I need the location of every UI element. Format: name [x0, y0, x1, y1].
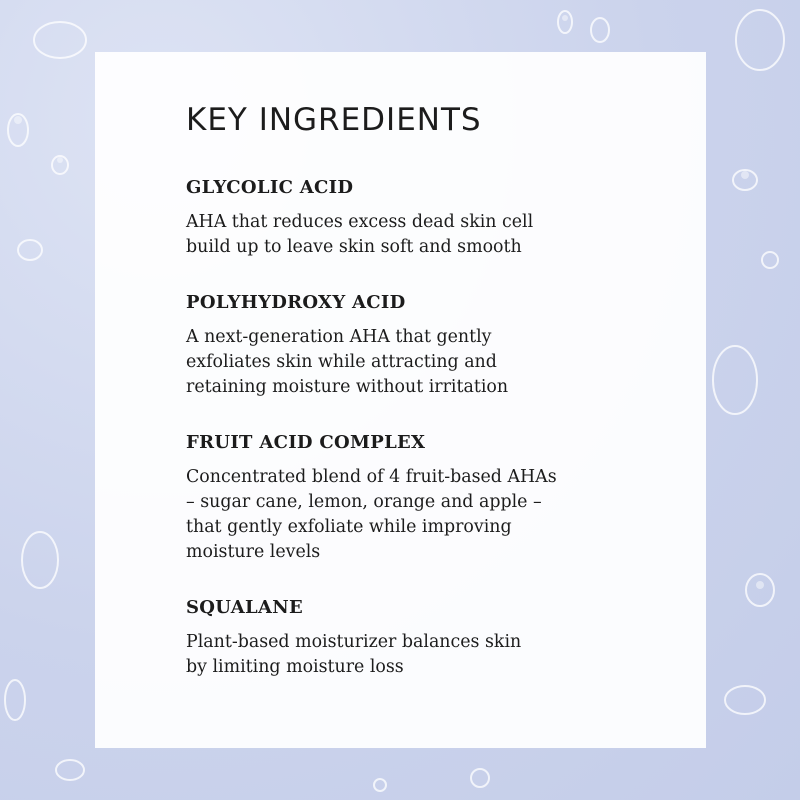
ingredient-description — [186, 630, 586, 680]
description-line: moisture levels — [186, 542, 321, 562]
description-line: Plant-based moisturizer balances skin — [186, 632, 522, 652]
description-line: – sugar cane, lemon, orange and apple – — [186, 492, 542, 512]
page-title: KEY INGREDIENTS — [186, 102, 482, 138]
ingredients-card — [95, 52, 706, 748]
ingredient-polyhydroxy-acid — [186, 291, 706, 400]
ingredient-squalane — [186, 596, 706, 680]
ingredient-name: SQUALANE — [186, 597, 303, 618]
description-line: Concentrated blend of 4 fruit-based AHAs — [186, 467, 557, 487]
ingredient-description — [186, 465, 586, 565]
description-line: that gently exfoliate while improving — [186, 517, 512, 537]
description-line: A next-generation AHA that gently — [186, 327, 492, 347]
description-line: build up to leave skin soft and smooth — [186, 237, 522, 257]
description-line: AHA that reduces excess dead skin cell — [186, 212, 534, 232]
ingredient-description — [186, 210, 586, 260]
ingredient-description — [186, 325, 586, 400]
ingredient-glycolic-acid — [186, 176, 706, 260]
description-line: by limiting moisture loss — [186, 657, 404, 677]
description-line: exfoliates skin while attracting and — [186, 352, 497, 372]
description-line: retaining moisture without irritation — [186, 377, 509, 397]
ingredient-name: FRUIT ACID COMPLEX — [186, 432, 426, 453]
ingredient-name: POLYHYDROXY ACID — [186, 292, 406, 313]
ingredient-fruit-acid-complex — [186, 431, 706, 565]
ingredient-name: GLYCOLIC ACID — [186, 177, 354, 198]
